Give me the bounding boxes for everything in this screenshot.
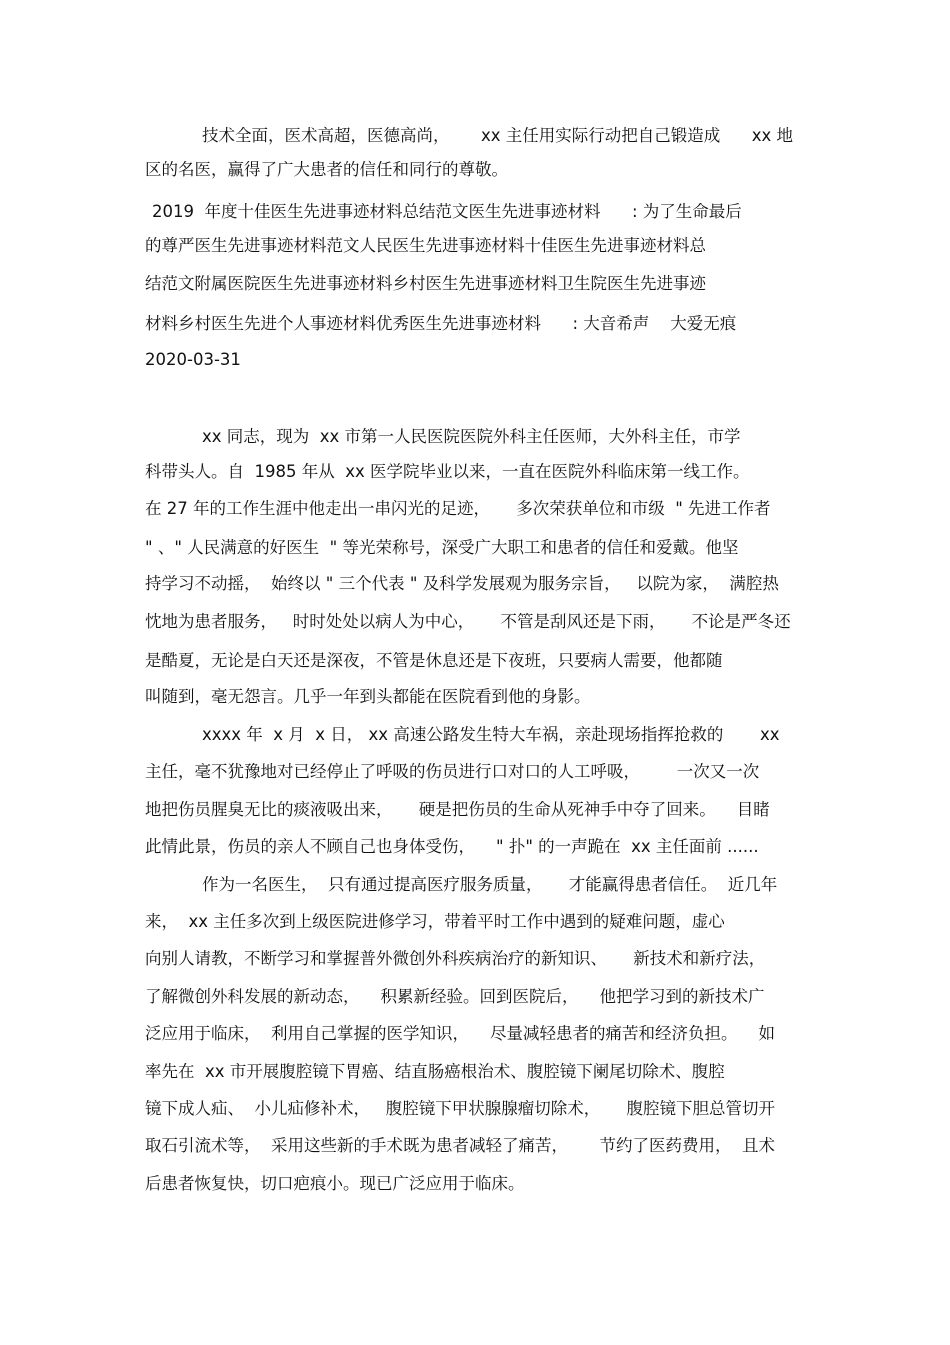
text-line: xx 同志，现为 xx 市第一人民医院医院外科主任医师，大外科主任，市学 [202, 427, 741, 446]
date-line: 2020-03-31 [145, 350, 241, 369]
text-line: 来， xx 主任多次到上级医院进修学习，带着平时工作中遇到的疑难问题，虚心 [145, 912, 725, 931]
title-line: 2019 年度十佳医生先进事迹材料总结范文医生先进事迹材料 : 为了生命最后 [152, 202, 742, 221]
text-line: xxxx 年 x 月 x 日， xx 高速公路发生特大车祸，亲赴现场指挥抢救的 xx [202, 725, 780, 744]
text-line: 持学习不动摇， 始终以 " 三个代表 " 及科学发展观为服务宗旨， 以院为家， 满腔热 [145, 574, 779, 593]
text-line: 主任，毫不犹豫地对已经停止了呼吸的伤员进行口对口的人工呼吸， 一次又一次 [145, 762, 760, 781]
text-line: 叫随到，毫无怨言。几乎一年到头都能在医院看到他的身影。 [145, 687, 591, 706]
text-line: 是酷夏，无论是白天还是深夜，不管是休息还是下夜班，只要病人需要，他都随 [145, 651, 723, 670]
text-line: 取石引流术等， 采用这些新的手术既为患者减轻了痛苦， 节约了医药费用， 且术 [145, 1136, 775, 1155]
text-line: 后患者恢复快，切口疤痕小。现已广泛应用于临床。 [145, 1174, 525, 1193]
text-line: 技术全面，医术高超，医德高尚， xx 主任用实际行动把自己锻造成 xx 地 [202, 126, 793, 145]
text-line: 了解微创外科发展的新动态， 积累新经验。回到医院后， 他把学习到的新技术广 [145, 987, 765, 1006]
text-line: " 、" 人民满意的好医生 " 等光荣称号，深受广大职工和患者的信任和爱戴。他坚 [145, 538, 739, 557]
text-line: 镜下成人疝、 小儿疝修补术， 腹腔镜下甲状腺腺瘤切除术， 腹腔镜下胆总管切开 [145, 1099, 775, 1118]
text-line: 向别人请教，不断学习和掌握普外微创外科疾病治疗的新知识、 新技术和新疗法， [145, 949, 766, 968]
text-line: 在 27 年的工作生涯中他走出一串闪光的足迹， 多次荣获单位和市级 " 先进工作者 [145, 499, 771, 518]
text-line: 科带头人。自 1985 年从 xx 医学院毕业以来，一直在医院外科临床第一线工作。 [145, 462, 750, 481]
text-line: 地把伤员腥臭无比的痰液吸出来， 硬是把伤员的生命从死神手中夺了回来。 目睹 [145, 800, 770, 819]
text-line: 忱地为患者服务， 时时处处以病人为中心， 不管是刮风还是下雨， 不论是严冬还 [145, 612, 791, 631]
text-line: 泛应用于临床， 利用自己掌握的医学知识， 尽量减轻患者的痛苦和经济负担。 如 [145, 1024, 775, 1043]
text-line: 作为一名医生， 只有通过提高医疗服务质量， 才能赢得患者信任。 近几年 [202, 875, 778, 894]
text-line: 率先在 xx 市开展腹腔镜下胃癌、结直肠癌根治术、腹腔镜下阑尾切除术、腹腔 [145, 1062, 725, 1081]
text-line: 区的名医，赢得了广大患者的信任和同行的尊敬。 [145, 160, 508, 179]
title-line: 材料乡村医生先进个人事迹材料优秀医生先进事迹材料 : 大音希声 大爱无痕 [145, 314, 737, 333]
text-line: 此情此景，伤员的亲人不顾自己也身体受伤， " 扑" 的一声跪在 xx 主任面前 ...... [145, 837, 759, 856]
title-line: 结范文附属医院医生先进事迹材料乡村医生先进事迹材料卫生院医生先进事迹 [145, 274, 706, 293]
title-line: 的尊严医生先进事迹材料范文人民医生先进事迹材料十佳医生先进事迹材料总 [145, 236, 706, 255]
